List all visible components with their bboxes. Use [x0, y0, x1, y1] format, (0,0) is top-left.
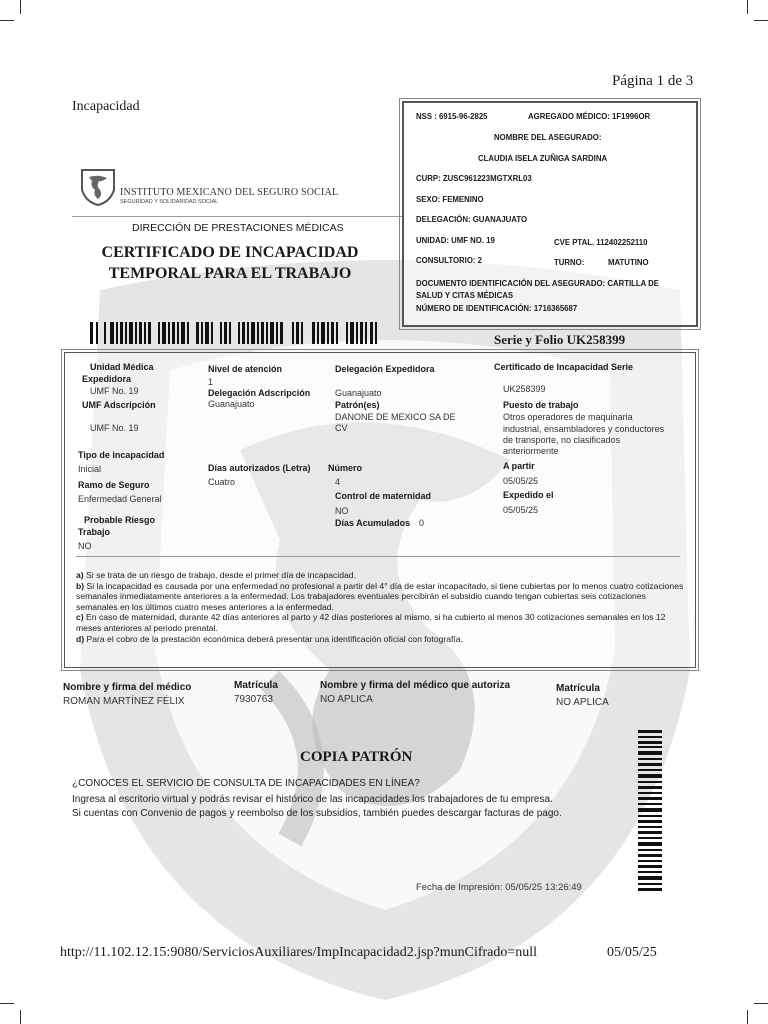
numero-identificacion: NÚMERO DE IDENTIFICACIÓN: 1716365687: [416, 304, 578, 313]
a-partir-value: 05/05/25: [503, 476, 539, 486]
patron-label: Patrón(es): [335, 400, 380, 410]
umf-adscripcion-value: UMF No. 19: [90, 423, 139, 433]
riesgo-trabajo-label-2: Trabajo: [78, 527, 111, 537]
tipo-incapacidad-label: Tipo de incapacidad: [78, 450, 165, 460]
delegacion-adscripcion-value: Guanajuato: [208, 399, 255, 409]
copia-patron-title: COPIA PATRÓN: [300, 749, 413, 765]
barcode-vertical: [638, 730, 662, 892]
online-service-line1: Ingresa al escritorio virtual y podrás revisar el histórico de las incapacidades los trabajadores de tu empresa.: [72, 794, 553, 805]
logo-tagline: SEGURIDAD Y SOLIDARIDAD SOCIAL: [120, 199, 219, 205]
certificate-title-line1: CERTIFICADO DE INCAPACIDAD: [101, 244, 359, 261]
medico-label: Nombre y firma del médico: [63, 682, 192, 693]
umf-adscripcion-label: UMF Adscripción: [82, 400, 156, 410]
ramo-seguro-label: Ramo de Seguro: [78, 480, 150, 490]
barcode-horizontal: [90, 322, 380, 344]
delegacion-expedidora-label: Delegación Expedidora: [335, 364, 435, 374]
patron-value-1: DANONE DE MEXICO SA DE: [335, 412, 456, 422]
certificate-title: [80, 242, 380, 284]
matricula-label: Matrícula: [234, 680, 278, 691]
crop-mark-br-h: [754, 1003, 768, 1004]
note-c: c) En caso de maternidad, durante 42 días anteriores al parto y 42 días posteriores al mismo, si ha cubierto al menos 30 cotizaciones semanales en los 12 meses anteriores al periodo prenatal.: [76, 612, 666, 633]
insured-info-box: [402, 101, 698, 327]
tipo-incapacidad-value: Inicial: [78, 464, 102, 474]
delegacion-adscripcion-label: Delegación Adscripción: [208, 388, 311, 398]
dias-acumulados-value: 0: [419, 518, 425, 528]
puesto-trabajo-value-4: anteriormente: [503, 446, 559, 456]
matricula-2-value: NO APLICA: [556, 697, 609, 708]
nombre-asegurado: CLAUDIA ISELA ZUÑIGA SARDINA: [478, 154, 608, 163]
expedido-label: Expedido el: [503, 490, 554, 500]
unidad-medica-label-2: Expedidora: [82, 374, 132, 384]
certificate-title-line2: TEMPORAL PARA EL TRABAJO: [108, 265, 352, 282]
sexo: SEXO: FEMENINO: [416, 195, 484, 204]
puesto-trabajo-label: Puesto de trabajo: [503, 400, 579, 410]
puesto-trabajo-value-2: industrial, ensambladores y conductores: [503, 424, 665, 434]
note-d: d) Para el cobro de la prestación económica deberá presentar una identificación oficial con fotografía.: [76, 633, 463, 644]
certificado-serie-label: Certificado de Incapacidad Serie: [494, 362, 634, 372]
details-separator: [76, 556, 680, 557]
crop-mark-tl-h: [0, 20, 14, 21]
note-a: a) Si se trata de un riesgo de trabajo, desde el primer día de incapacidad.: [76, 570, 356, 580]
agregado-medico: AGREGADO MÉDICO: 1F1996OR: [528, 112, 651, 121]
cve-ptal: CVE PTAL. 112402252110: [554, 238, 648, 247]
control-maternidad-label: Control de maternidad: [335, 491, 432, 501]
documento-identificacion-1: DOCUMENTO IDENTIFICACIÓN DEL ASEGURADO: CARTILLA DE: [416, 279, 660, 288]
medico-autoriza-value: NO APLICA: [320, 694, 373, 705]
curp: CURP: ZUSC961223MGTXRL03: [416, 174, 532, 183]
online-service-line2: Si cuentas con Convenio de pagos y reembolso de los subsidios, también puedes descargar facturas de pago.: [72, 808, 562, 819]
direccion-heading: DIRECCIÓN DE PRESTACIONES MÉDICAS: [132, 222, 344, 234]
documento-identificacion-2: SALUD Y CITAS MÉDICAS: [416, 291, 514, 300]
medico-value: ROMAN MARTÍNEZ FÉLIX: [63, 696, 185, 707]
numero-value: 4: [335, 477, 341, 487]
nss: NSS : 6915-96-2825: [416, 112, 488, 121]
certificado-serie-value: UK258399: [503, 384, 546, 394]
puesto-trabajo-value-3: de transporte, no clasificados: [503, 435, 621, 445]
nivel-atencion-label: Nivel de atención: [208, 364, 283, 374]
page-number: Página 1 de 3: [612, 73, 694, 89]
note-b: b) Si la incapacidad es causada por una enfermedad no profesional a partir del 4° día de estar incapacitado, si tiene cubiertas por lo menos cuatro cotizaciones semanales inmediatamente anteriores a la enfermedad. Los trabajadores eventuales percibirán el subsidio cuando tengan cubiertas seis cotizaciones semanales en los últimos cuatro meses anteriores a la enfermedad.: [76, 580, 684, 612]
footer-date: 05/05/25: [607, 945, 657, 960]
dias-acumulados-label: Días Acumulados: [335, 518, 411, 528]
patron-value-2: CV: [335, 423, 348, 433]
unidad-medica-value: UMF No. 19: [90, 386, 139, 396]
dias-autorizados-value: Cuatro: [208, 477, 236, 487]
dias-autorizados-label: Días autorizados (Letra): [208, 463, 311, 473]
header-divider: [72, 216, 402, 217]
unidad-medica-label: Unidad Médica: [90, 362, 154, 372]
riesgo-trabajo-value: NO: [78, 541, 92, 551]
crop-mark-tr: [747, 0, 748, 14]
consultorio: CONSULTORIO: 2: [416, 256, 482, 265]
a-partir-label: A partir: [503, 461, 535, 471]
ramo-seguro-value: Enfermedad General: [78, 494, 162, 504]
crop-mark-bl: [20, 1010, 21, 1024]
crop-mark-tr-h: [754, 20, 768, 21]
logo-institution-name: INSTITUTO MEXICANO DEL SEGURO SOCIAL: [120, 187, 339, 198]
medico-autoriza-label: Nombre y firma del médico que autoriza: [320, 680, 511, 691]
delegacion-expedidora-value: Guanajuato: [335, 388, 382, 398]
matricula-value: 7930763: [234, 694, 273, 705]
fecha-impresion: Fecha de Impresión: 05/05/25 13:26:49: [416, 882, 582, 893]
matricula-2-label: Matrícula: [556, 683, 600, 694]
crop-mark-bl-h: [0, 1003, 14, 1004]
nombre-asegurado-label: NOMBRE DEL ASEGURADO:: [494, 133, 602, 142]
expedido-value: 05/05/25: [503, 505, 539, 515]
conditions-notes: [76, 570, 686, 644]
riesgo-trabajo-label: Probable Riesgo: [84, 515, 156, 525]
unidad: UNIDAD: UMF NO. 19: [416, 236, 495, 245]
turno-label: TURNO:: [554, 258, 585, 267]
serie-folio: Serie y Folio UK258399: [494, 332, 626, 347]
footer-url: http://11.102.12.15:9080/ServiciosAuxiliares/ImpIncapacidad2.jsp?munCifrado=null: [60, 945, 538, 960]
crop-mark-br: [747, 1010, 748, 1024]
control-maternidad-value: NO: [335, 506, 349, 516]
crop-mark-tl: [20, 0, 21, 14]
imss-logo-icon: [80, 168, 116, 206]
delegacion: DELEGACIÓN: GUANAJUATO: [416, 215, 528, 224]
nivel-atencion-value: 1: [208, 377, 214, 387]
puesto-trabajo-value-1: Otros operadores de maquinaria: [503, 412, 633, 422]
online-service-question: ¿CONOCES EL SERVICIO DE CONSULTA DE INCAPACIDADES EN LÍNEA?: [72, 778, 420, 789]
numero-label: Número: [328, 463, 363, 473]
turno: MATUTINO: [608, 258, 649, 267]
document-label: Incapacidad: [72, 99, 140, 114]
